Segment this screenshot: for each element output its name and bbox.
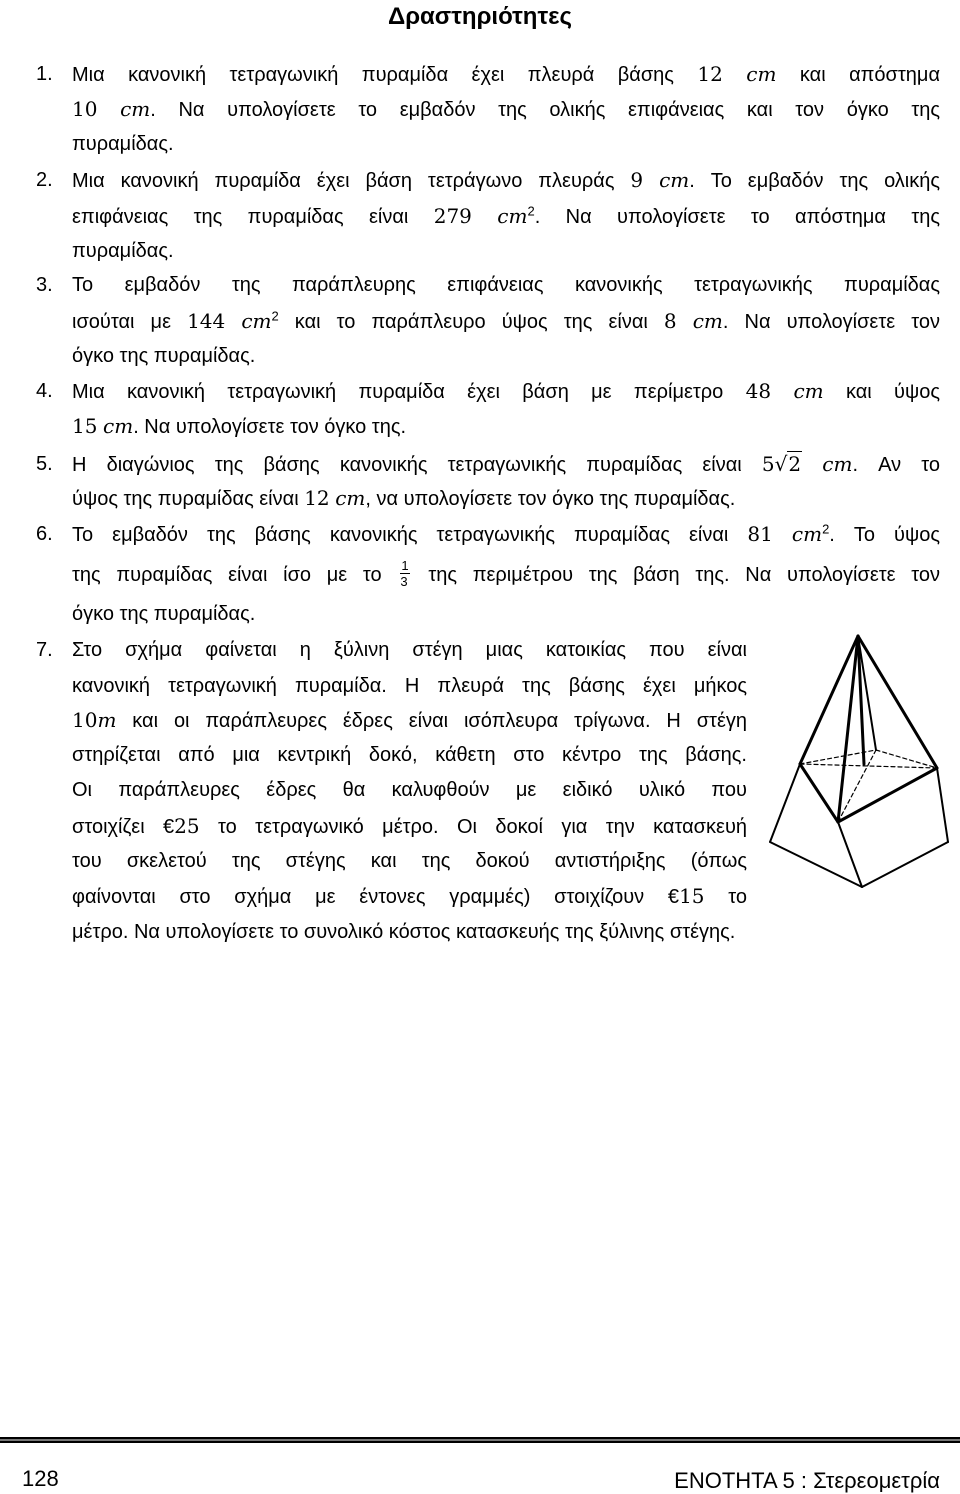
base-edge-front-left	[800, 764, 838, 822]
item-7-line-9: μέτρο. Να υπολογίσετε το συνολικό κόστος κατασκευής της ξύλινης στέγης.	[72, 921, 736, 943]
page-title: Δραστηριότητες	[387, 3, 573, 30]
item-6-line-2: της πυραμίδας είναι ίσο με το $\frac{1}{3}$ της περιμέτρου της βάση της. Να υπολογίσετε τον	[72, 558, 941, 589]
footer-rule	[0, 1437, 960, 1443]
item-3-line-2: ισούται με 144 $cm^2$ και το παράπλευρο ύψος της είναι 8 cm. Να υπολογίσετε τον	[72, 308, 940, 333]
item-7-line-2: κανονική τετραγωνική πυραμίδα. Η πλευρά της βάσης έχει μήκος	[72, 675, 747, 697]
item-2-line-2: επιφάνειας της πυραμίδας είναι 279 $cm^2$. Να υπολογίσετε το απόστημα της	[72, 203, 940, 228]
item-6-number: 6.	[36, 523, 53, 545]
item-1-line-1: Μια κανονική τετραγωνική πυραμίδα έχει πλευρά βάσης 12 cm και απόστημα	[72, 62, 941, 86]
pyramid-roof-figure	[760, 632, 950, 892]
item-7-line-3: 10m και οι παράπλευρες έδρες είναι ισόπλευρα τρίγωνα. Η στέγη	[72, 708, 747, 732]
lateral-edge-front	[838, 636, 858, 822]
item-7-line-1: Στο σχήμα φαίνεται η ξύλινη στέγη μιας κατοικίας που είναι	[72, 639, 747, 661]
item-6-line-1: Το εμβαδόν της βάσης κανονικής τετραγωνικής πυραμίδας είναι 81 $cm^2$. Το ύψος	[72, 521, 941, 546]
item-5-number: 5.	[36, 453, 53, 475]
item-7-line-7: του σκελετού της στέγης και της δοκού αντιστήριξης (όπως	[72, 850, 747, 872]
frame-left-post	[770, 764, 800, 842]
item-7-line-8: φαίνονται στο σχήμα με έντονες γραμμές) στοιχίζουν €15 το	[72, 884, 747, 908]
page-number: 128	[22, 1466, 59, 1491]
item-4-line-1: Μια κανονική τετραγωνική πυραμίδα έχει βάση με περίμετρο 48 cm και ύψος	[72, 379, 940, 403]
chapter-title: ΕΝΟΤΗΤΑ 5 : Στερεομετρία	[674, 1468, 940, 1493]
item-7-line-6: στοιχίζει €25 το τετραγωνικό μέτρο. Οι δοκοί για την κατασκευή	[72, 814, 747, 838]
lateral-edge-right	[858, 636, 937, 768]
item-3-line-1: Το εμβαδόν της παράπλευρης επιφάνειας κανονικής τετραγωνικής πυραμίδας	[72, 274, 940, 296]
item-1-line-3: πυραμίδας.	[72, 133, 174, 155]
item-3-number: 3.	[36, 274, 53, 296]
lateral-edge-left	[800, 636, 858, 764]
item-4-number: 4.	[36, 380, 53, 402]
fraction-one-third: $\frac{1}{3}$	[400, 558, 409, 589]
item-2-line-1: Μια κανονική πυραμίδα έχει βάση τετράγωνο πλευράς 9 cm. Το εμβαδόν της ολικής	[72, 168, 941, 192]
item-1-number: 1.	[36, 63, 53, 85]
item-5-line-2: ύψος της πυραμίδας είναι 12 cm, να υπολογίσετε τον όγκο της πυραμίδας.	[72, 486, 736, 510]
item-6-line-3: όγκο της πυραμίδας.	[72, 603, 256, 625]
frame-right-post	[937, 768, 948, 842]
item-7-number: 7.	[36, 639, 53, 661]
frame-bottom-right	[862, 842, 948, 887]
item-2-number: 2.	[36, 169, 53, 191]
item-4-line-2: 15 cm. Να υπολογίσετε τον όγκο της.	[72, 414, 407, 438]
item-3-line-3: όγκο της πυραμίδας.	[72, 345, 256, 367]
item-7-line-5: Οι παράπλευρες έδρες θα καλυφθούν με ειδικό υλικό που	[72, 779, 747, 801]
item-7-line-4: στηρίζεται από μια κεντρική δοκό, κάθετη στο κέντρο της βάσης.	[72, 744, 747, 766]
item-1-line-2: 10 cm. Να υπολογίσετε το εμβαδόν της ολικής επιφάνειας και τον όγκο της	[72, 97, 941, 121]
item-5-line-1: Η διαγώνιος της βάσης κανονικής τετραγωνικής πυραμίδας είναι 5√2 cm. Αν το	[72, 452, 941, 476]
item-2-line-3: πυραμίδας.	[72, 240, 174, 262]
